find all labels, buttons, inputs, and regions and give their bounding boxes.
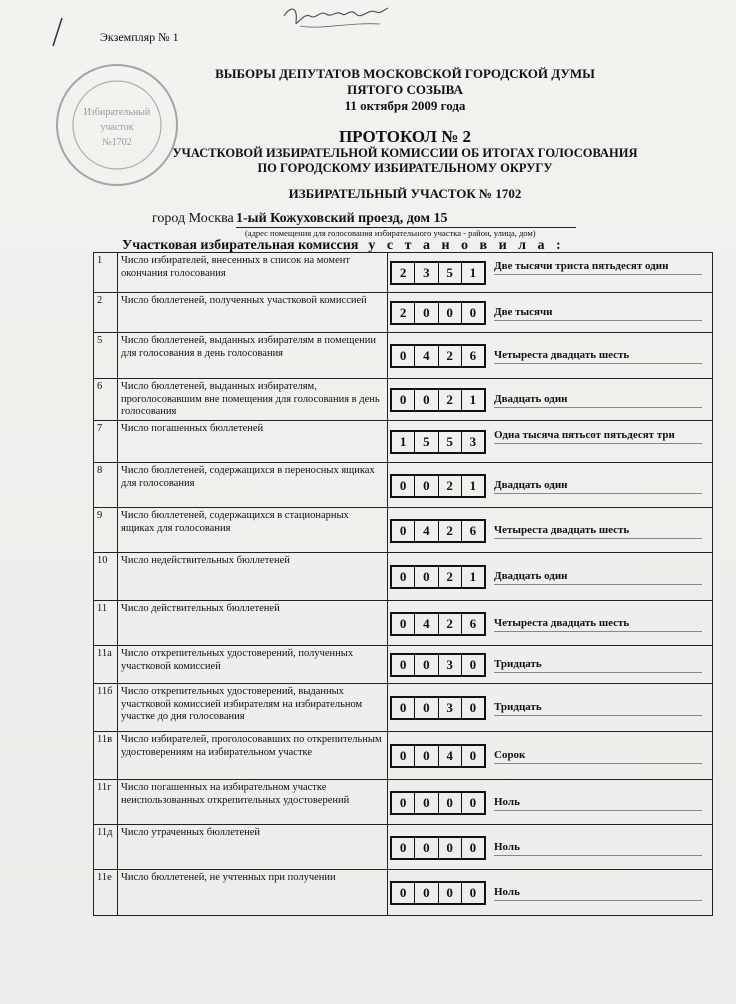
row-label: Число утраченных бюллетеней [118, 825, 388, 870]
digit-cell: 0 [392, 567, 415, 587]
row-value-cell [388, 253, 713, 293]
table-row [94, 780, 713, 825]
value-in-words: Тридцать [494, 658, 702, 673]
row-label: Число бюллетеней, выданных избирателям, проголосовавшим вне помещения для голосования в день голосования [118, 379, 388, 421]
row-number: 1 [94, 253, 118, 293]
digit-cell: 5 [439, 263, 462, 283]
table-row [94, 732, 713, 780]
value-in-words: Четыреста двадцать шесть [494, 349, 702, 364]
row-value-cell [388, 553, 713, 601]
digit-cell: 0 [469, 885, 477, 900]
row-value-cell [388, 379, 713, 421]
digit-cell: 2 [392, 303, 415, 323]
value-in-words: Тридцать [494, 701, 702, 716]
value-in-words: Ноль [494, 886, 702, 901]
row-value-cell [388, 463, 713, 508]
row-number: 7 [94, 421, 118, 463]
digit-cell: 4 [415, 521, 438, 541]
row-label: Число бюллетеней, содержащихся в переносных ящиках для голосования [118, 463, 388, 508]
digit-cell: 0 [392, 614, 415, 634]
row-value-cell [388, 780, 713, 825]
election-title: ВЫБОРЫ ДЕПУТАТОВ МОСКОВСКОЙ ГОРОДСКОЙ ДУМЫ [215, 66, 595, 81]
digit-cell: 0 [392, 655, 415, 675]
digit-cell: 1 [469, 569, 477, 584]
table-row [94, 508, 713, 553]
digit-boxes [390, 388, 486, 412]
digit-boxes [390, 301, 486, 325]
table-row [94, 870, 713, 916]
digit-cell: 3 [415, 263, 438, 283]
row-value-cell [388, 870, 713, 916]
row-number: 11а [94, 646, 118, 684]
digit-cell: 0 [392, 476, 415, 496]
row-number: 11 [94, 601, 118, 646]
row-number: 11д [94, 825, 118, 870]
value-in-words: Четыреста двадцать шесть [494, 524, 702, 539]
row-number: 8 [94, 463, 118, 508]
row-value-cell [388, 825, 713, 870]
digit-cell: 0 [469, 305, 477, 320]
digit-cell: 2 [439, 614, 462, 634]
digit-boxes [390, 344, 486, 368]
address-hint: (адрес помещения для голосования избирательного участка - район, улица, дом) [245, 228, 536, 238]
digit-cell: 0 [469, 840, 477, 855]
digit-cell: 6 [469, 523, 477, 538]
digit-boxes [390, 565, 486, 589]
digit-boxes [390, 474, 486, 498]
digit-cell: 1 [392, 432, 415, 452]
value-in-words: Двадцать один [494, 570, 702, 585]
digit-cell: 0 [469, 795, 477, 810]
protocol-title: ПРОТОКОЛ № 2 [338, 127, 472, 146]
table-row [94, 333, 713, 379]
digit-cell: 0 [469, 657, 477, 672]
table-row [94, 825, 713, 870]
digit-cell: 0 [469, 748, 477, 763]
row-label: Число действительных бюллетеней [118, 601, 388, 646]
row-value-cell [388, 646, 713, 684]
commission-verb: у с т а н о в и л а : [368, 238, 565, 253]
row-number: 11в [94, 732, 118, 780]
address-row [152, 211, 692, 229]
digit-cell: 0 [392, 793, 415, 813]
value-in-words: Одна тысяча пятьсот пятьдесят три [494, 429, 702, 444]
precinct-number: ИЗБИРАТЕЛЬНЫЙ УЧАСТОК № 1702 [288, 186, 522, 201]
table-row [94, 293, 713, 333]
digit-cell: 0 [415, 793, 438, 813]
row-number: 5 [94, 333, 118, 379]
digit-cell: 0 [392, 390, 415, 410]
value-in-words: Четыреста двадцать шесть [494, 617, 702, 632]
row-label: Число открепительных удостоверений, выданных участковой комиссией избирателям на избирательном участке до дня голосования [118, 684, 388, 732]
digit-cell: 0 [415, 698, 438, 718]
table-row [94, 601, 713, 646]
table-row [94, 463, 713, 508]
table-row [94, 553, 713, 601]
row-number: 9 [94, 508, 118, 553]
digit-cell: 0 [392, 521, 415, 541]
digit-cell: 0 [392, 346, 415, 366]
digit-cell: 2 [439, 390, 462, 410]
digit-boxes [390, 519, 486, 543]
row-value-cell [388, 333, 713, 379]
digit-cell: 0 [392, 883, 415, 903]
digit-cell: 6 [469, 348, 477, 363]
digit-boxes [390, 612, 486, 636]
digit-cell: 2 [439, 476, 462, 496]
digit-cell: 0 [415, 655, 438, 675]
digit-cell: 2 [439, 521, 462, 541]
row-label: Число избирателей, проголосовавших по открепительным удостоверениям на избирательном участке [118, 732, 388, 780]
results-table [93, 252, 713, 916]
protocol-subtitle-2: ПО ГОРОДСКОМУ ИЗБИРАТЕЛЬНОМУ ОКРУГУ [257, 161, 553, 175]
value-in-words: Двадцать один [494, 479, 702, 494]
digit-cell: 6 [469, 616, 477, 631]
value-in-words: Двадцать один [494, 393, 702, 408]
digit-boxes [390, 744, 486, 768]
row-label: Число бюллетеней, выданных избирателям в помещении для голосования в день голосования [118, 333, 388, 379]
digit-cell: 0 [469, 700, 477, 715]
pen-mark-icon [48, 16, 68, 48]
row-value-cell [388, 293, 713, 333]
value-in-words: Две тысячи [494, 306, 702, 321]
row-label: Число избирателей, внесенных в список на момент окончания голосования [118, 253, 388, 293]
stamp-line-3: №1702 [102, 137, 132, 148]
row-number: 11б [94, 684, 118, 732]
row-label: Число открепительных удостоверений, полученных участковой комиссией [118, 646, 388, 684]
row-value-cell [388, 421, 713, 463]
digit-cell: 0 [439, 838, 462, 858]
row-label: Число погашенных на избирательном участке неиспользованных открепительных удостоверений [118, 780, 388, 825]
digit-boxes [390, 653, 486, 677]
digit-cell: 0 [415, 476, 438, 496]
value-in-words: Сорок [494, 749, 702, 764]
signature-icon [280, 2, 390, 32]
city-label: город Москва [152, 211, 234, 226]
convocation: ПЯТОГО СОЗЫВА [347, 82, 463, 97]
digit-cell: 0 [392, 746, 415, 766]
digit-boxes [390, 261, 486, 285]
row-value-cell [388, 684, 713, 732]
digit-cell: 0 [415, 390, 438, 410]
digit-cell: 0 [439, 793, 462, 813]
digit-cell: 4 [415, 346, 438, 366]
digit-cell: 5 [439, 432, 462, 452]
row-label: Число бюллетеней, не учтенных при получении [118, 870, 388, 916]
digit-cell: 0 [415, 567, 438, 587]
digit-boxes [390, 881, 486, 905]
digit-boxes [390, 836, 486, 860]
polling-address: 1-ый Кожуховский проезд, дом 15 [236, 211, 576, 228]
digit-cell: 1 [469, 478, 477, 493]
stamp-line-1: Избирательный [83, 107, 151, 118]
digit-boxes [390, 791, 486, 815]
value-in-words: Ноль [494, 841, 702, 856]
row-value-cell [388, 732, 713, 780]
row-number: 11г [94, 780, 118, 825]
digit-cell: 5 [415, 432, 438, 452]
digit-cell: 0 [392, 698, 415, 718]
digit-cell: 4 [415, 614, 438, 634]
protocol-subtitle-1: УЧАСТКОВОЙ ИЗБИРАТЕЛЬНОЙ КОМИССИИ ОБ ИТОГАХ ГОЛОСОВАНИЯ [172, 146, 638, 160]
row-number: 6 [94, 379, 118, 421]
digit-cell: 2 [439, 346, 462, 366]
digit-cell: 2 [392, 263, 415, 283]
commission-label: Участковая избирательная комиссия [122, 238, 359, 253]
table-row [94, 253, 713, 293]
digit-cell: 3 [439, 698, 462, 718]
table-row [94, 646, 713, 684]
digit-cell: 2 [439, 567, 462, 587]
digit-boxes [390, 430, 486, 454]
digit-cell: 0 [415, 746, 438, 766]
row-label: Число погашенных бюллетеней [118, 421, 388, 463]
digit-cell: 3 [469, 434, 477, 449]
digit-cell: 0 [439, 303, 462, 323]
row-label: Число бюллетеней, полученных участковой комиссией [118, 293, 388, 333]
digit-cell: 0 [415, 838, 438, 858]
digit-cell: 0 [415, 883, 438, 903]
election-date: 11 октября 2009 года [344, 98, 466, 113]
row-label: Число бюллетеней, содержащихся в стационарных ящиках для голосования [118, 508, 388, 553]
digit-cell: 0 [415, 303, 438, 323]
row-value-cell [388, 601, 713, 646]
stamp-line-2: участок [100, 122, 134, 133]
digit-cell: 4 [439, 746, 462, 766]
table-row [94, 684, 713, 732]
document-header [150, 66, 660, 202]
digit-cell: 1 [469, 265, 477, 280]
digit-cell: 3 [439, 655, 462, 675]
row-number: 10 [94, 553, 118, 601]
row-number: 2 [94, 293, 118, 333]
digit-cell: 0 [392, 838, 415, 858]
value-in-words: Ноль [494, 796, 702, 811]
row-label: Число недействительных бюллетеней [118, 553, 388, 601]
value-in-words: Две тысячи триста пятьдесят один [494, 260, 702, 275]
row-number: 11е [94, 870, 118, 916]
copy-label: Экземпляр № 1 [100, 30, 179, 44]
digit-cell: 0 [439, 883, 462, 903]
table-row [94, 379, 713, 421]
digit-boxes [390, 696, 486, 720]
digit-cell: 1 [469, 392, 477, 407]
table-row [94, 421, 713, 463]
row-value-cell [388, 508, 713, 553]
